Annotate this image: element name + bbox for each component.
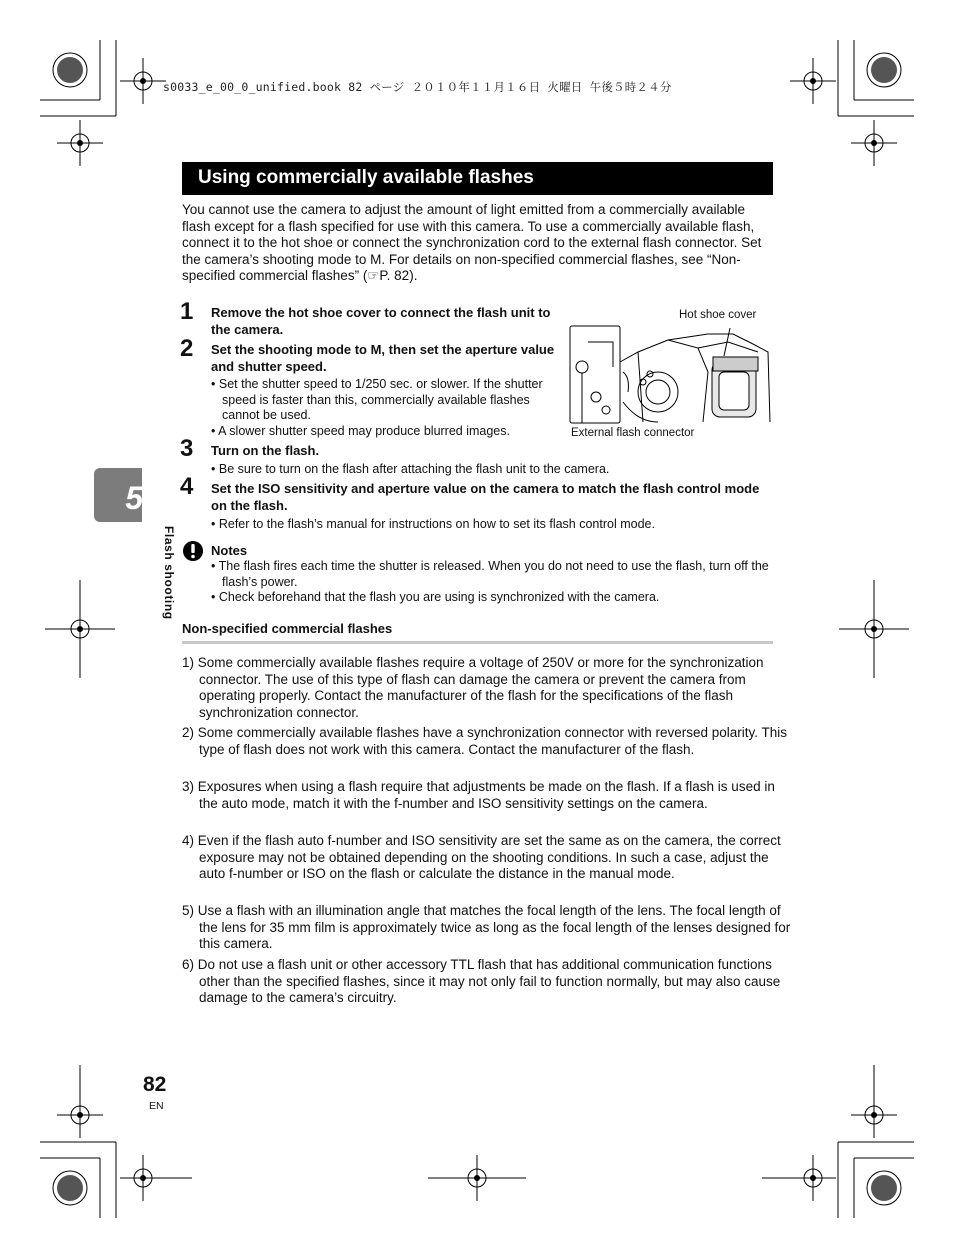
print-header: s0033_e_00_0_unified.book 82 ページ ２０１０年１１月１６日 火曜日 午後５時２４分 [163, 80, 672, 94]
bullet-item: • Set the shutter speed to 1/250 sec. or slower. If the shutter speed is faster than this, commercially available flashes cannot be used. [211, 377, 567, 424]
step-number: 2 [180, 335, 194, 362]
subheading: Non-specified commercial flashes [182, 621, 393, 636]
list-item: 3) Exposures when using a flash require that adjustments be made on the flash. If a flash is used in the auto mode, match it with the f-number and ISO sensitivity settings on the camera. [182, 779, 775, 811]
step-number: 1 [180, 298, 194, 325]
figure-label-flash-connector: External flash connector [571, 427, 695, 439]
step-text: Turn on the flash. [211, 443, 320, 458]
bullet-item: • A slower shutter speed may produce blurred images. [211, 424, 567, 440]
note-item: • The flash fires each time the shutter is released. When you do not need to use the flash, turn off the flash’s power. [211, 559, 782, 590]
chapter-label: Flash shooting [162, 526, 176, 620]
notes-label: Notes [211, 543, 248, 558]
page-language: EN [149, 1100, 164, 1112]
step-text: Remove the hot shoe cover to connect the flash unit to the camera. [211, 305, 551, 337]
section-title: Using commercially available flashes [198, 167, 534, 188]
list-item: 4) Even if the flash auto f-number and ISO sensitivity are set the same as on the camera, the correct exposure may not be obtained depending on the shooting conditions. In such a case, adjust the auto f-number or ISO on the flash or calculate the distance in the manual mode. [182, 833, 781, 882]
step-number: 4 [180, 473, 194, 500]
note-item: • Check beforehand that the flash you are using is synchronized with the camera. [211, 590, 782, 606]
list-item: 5) Use a flash with an illumination angle that matches the focal length of the lens. The focal length of the lens for 35 mm film is approximately twice as long as the focal length of the lenses designed for this camera. [182, 903, 791, 952]
step-text: Set the ISO sensitivity and aperture value on the camera to match the flash control mode on the flash. [211, 481, 760, 513]
bullet-item: • Be sure to turn on the flash after attaching the flash unit to the camera. [211, 462, 782, 478]
camera-illustration [568, 322, 772, 426]
list-item: 2) Some commercially available flashes have a synchronization connector with reversed polarity. This type of flash does not work with this camera. Contact the manufacturer of the flash. [182, 725, 788, 757]
page-number: 82 [143, 1073, 167, 1096]
notes-warning-icon [182, 540, 204, 562]
step-number: 3 [180, 435, 194, 462]
step-text: Set the shooting mode to M, then set the aperture value and shutter speed. [211, 342, 555, 374]
intro-paragraph: You cannot use the camera to adjust the amount of light emitted from a commercially available flash except for a flash specified for use with this camera. To use a commercially available flash, connect it to the hot shoe or connect the synchronization cord to the external flash connector. Set the camera’s shooting mode to M. For details on non-specified commercial flashes, see “Non-specified commercial flashes” (☞P. 82). [182, 202, 762, 284]
figure-label-hot-shoe: Hot shoe cover [679, 309, 757, 321]
list-item: 1) Some commercially available flashes require a voltage of 250V or more for the synchronization connector. The use of this type of flash can damage the camera or prevent the camera from operating properly. Contact the manufacturer of the flash for the specifications of the flash synchronization connector. [182, 655, 764, 720]
list-item: 6) Do not use a flash unit or other accessory TTL flash that has additional communication functions other than the specified flashes, since it may not only fail to function normally, but may also cause damage to the camera’s circuitry. [182, 957, 781, 1006]
chapter-number: 5 [125, 480, 143, 516]
bullet-item: • Refer to the flash’s manual for instructions on how to set its flash control mode. [211, 517, 782, 533]
subheading-rule [182, 641, 773, 644]
